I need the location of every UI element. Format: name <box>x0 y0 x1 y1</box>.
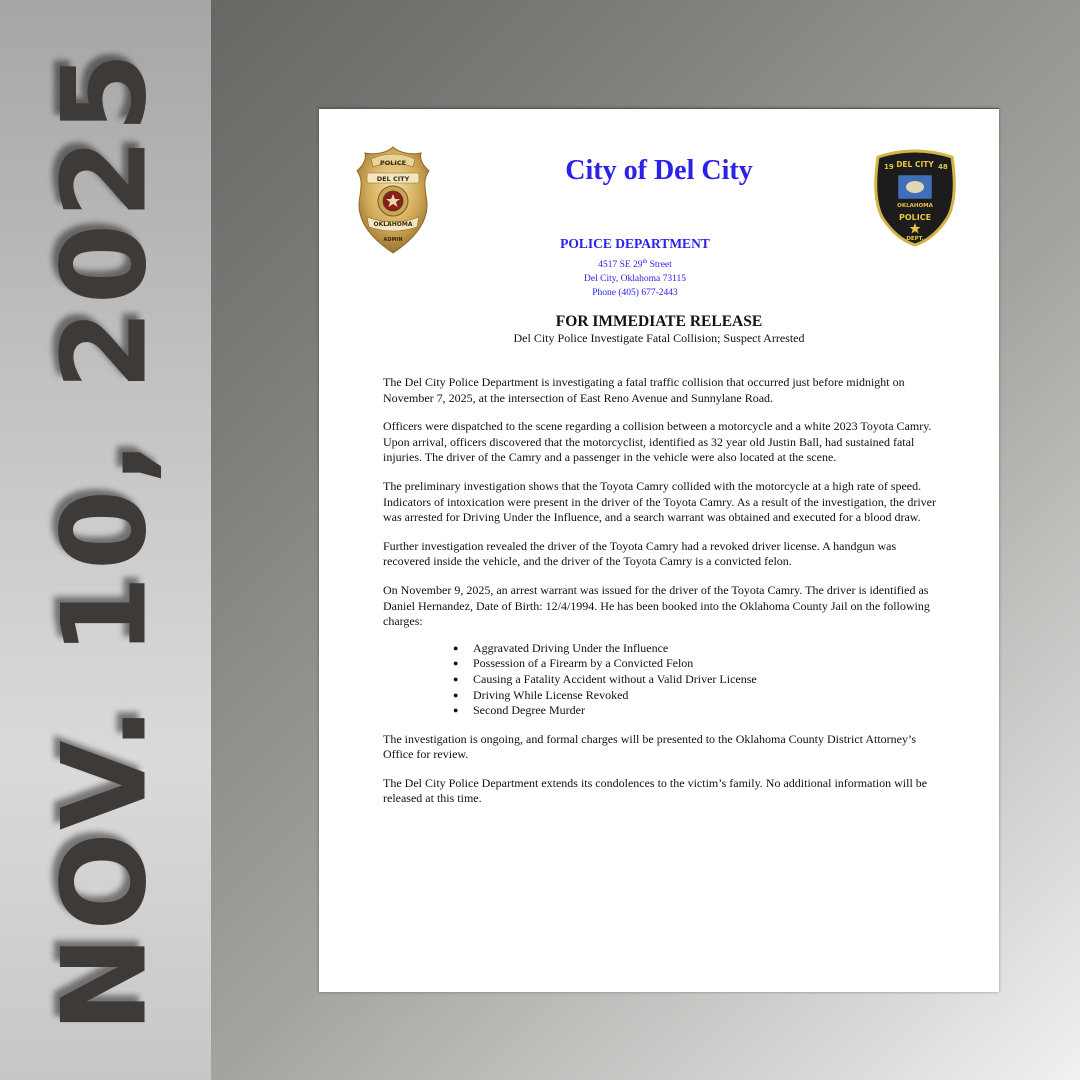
badge-banner-text: DEL CITY <box>376 175 410 183</box>
patch-police-text: POLICE <box>898 213 932 222</box>
charge-item: ● Possession of a Firearm by a Convicted Felon <box>453 656 943 672</box>
charge-item: ● Driving While License Revoked <box>453 688 943 704</box>
badge-state-text: OKLAHOMA <box>373 221 413 228</box>
release-heading: FOR IMMEDIATE RELEASE <box>555 313 763 330</box>
charge-item: ● Second Degree Murder <box>453 703 943 719</box>
paragraph: The Del City Police Department extends its condolences to the victim’s family. No additional information will be released at this time. <box>383 775 928 806</box>
paragraph: Further investigation revealed the driver of the Toyota Camry had a revoked driver license. A handgun was recovered inside the vehicle, and the driver of the Toyota Camry is a convicted felon. <box>383 538 897 569</box>
street-ordinal: th <box>642 259 648 265</box>
department-header <box>319 236 951 300</box>
police-patch-icon <box>870 147 960 247</box>
department-street <box>319 255 951 272</box>
release-subtitle: Del City Police Investigate Fatal Collision; Suspect Arrested <box>513 331 805 345</box>
charges-list <box>383 641 943 719</box>
badge-bottom-text: ADMIN <box>383 237 403 243</box>
paragraph: Officers were dispatched to the scene regarding a collision between a motorcycle and a white 2023 Toyota Camry. Upon arrival, officers discovered that the motorcyclist, identified as 32 year old Justin Ball, had sustained fatal injuries. The driver of the Camry and a passenger in the vehicle were also located at the scene. <box>383 419 932 465</box>
patch-dept-text: DEPT. <box>906 236 924 242</box>
charge-item: ● Causing a Fatality Accident without a Valid Driver License <box>453 672 943 688</box>
department-phone: Phone (405) 677-2443 <box>592 288 678 299</box>
badge-top-text: POLICE <box>379 159 407 167</box>
patch-city-text: DEL CITY <box>896 160 934 169</box>
patch-year-left: 19 <box>884 163 894 171</box>
patch-state-text: OKLAHOMA <box>897 203 933 209</box>
press-release-document <box>319 108 999 992</box>
release-body <box>383 375 943 820</box>
street-prefix: 4517 SE 29 <box>598 260 643 271</box>
paragraph: On November 9, 2025, an arrest warrant was issued for the driver of the Toyota Camry. The driver is identified as Daniel Hernandez, Date of Birth: 12/4/1994. He has been booked into the Oklahoma County Jail on the following charges: <box>383 582 930 629</box>
paragraph: The Del City Police Department is investigating a fatal traffic collision that occurred just before midnight on November 7, 2025, at the intersection of East Reno Avenue and Sunnylane Road. <box>383 375 905 405</box>
department-city: Del City, Oklahoma 73115 <box>584 274 686 285</box>
department-name: POLICE DEPARTMENT <box>560 236 710 251</box>
city-title: City of Del City <box>565 155 753 186</box>
date-banner: NOV. 10, 2025 <box>37 47 173 1033</box>
street-suffix: Street <box>647 260 672 271</box>
paragraph: The investigation is ongoing, and formal charges will be presented to the Oklahoma County District Attorney’s Office for review. <box>383 731 917 762</box>
patch-year-right: 48 <box>938 163 948 171</box>
charge-item: ● Aggravated Driving Under the Influence <box>453 641 943 657</box>
side-band <box>0 0 211 1080</box>
paragraph: The preliminary investigation shows that the Toyota Camry collided with the motorcycle at a high rate of speed. Indicators of intoxication were present in the driver of the Toyota Camry. As a result of the investigation, the driver was arrested for Driving Under the Influence, and a search warrant was obtained and executed for a blood draw. <box>383 478 937 525</box>
